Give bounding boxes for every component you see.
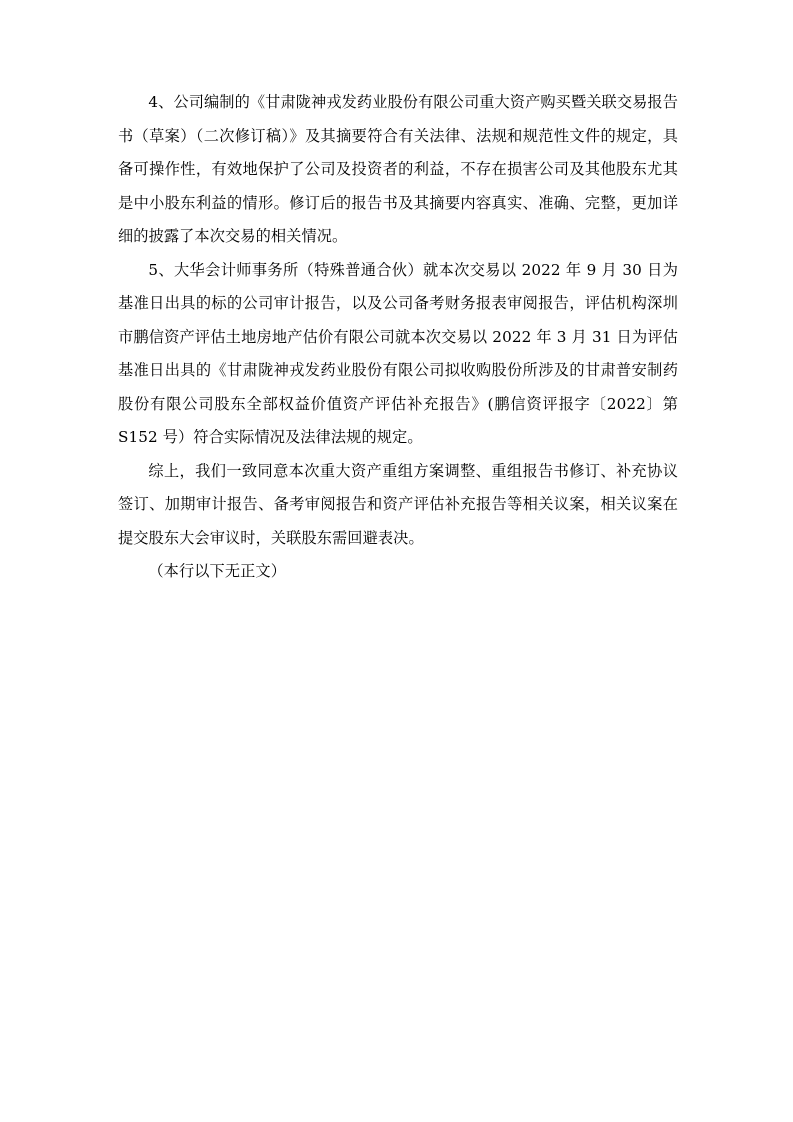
paragraph-item-5: 5、大华会计师事务所（特殊普通合伙）就本次交易以 2022 年 9 月 30 日为基准日出具的标的公司审计报告，以及公司备考财务报表审阅报告，评估机构深圳市鹏信资产评估土地房地产估价有限公司就本次交易以 2022 年 3 月 31 日为评估基准日出具的《甘肃陇神戎发药业股份有限公司拟收购股份所涉及的甘肃普安制药股份有限公司股东全部权益价值资产评估补充报告》(鹏信资评报字〔2022〕第 S152 号）符合实际情况及法律法规的规定。 bbox=[118, 260, 678, 446]
document-body bbox=[118, 86, 678, 589]
paragraph-item-4: 4、公司编制的《甘肃陇神戎发药业股份有限公司重大资产购买暨关联交易报告书（草案）（二次修订稿）》及其摘要符合有关法律、法规和规范性文件的规定，具备可操作性，有效地保护了公司及投资者的利益，不存在损害公司及其他股东尤其是中小股东利益的情形。修订后的报告书及其摘要内容真实、准确、完整，更加详细的披露了本次交易的相关情况。 bbox=[118, 93, 678, 245]
paragraph-summary: 综上，我们一致同意本次重大资产重组方案调整、重组报告书修订、补充协议签订、加期审计报告、备考审阅报告和资产评估补充报告等相关议案，相关议案在提交股东大会审议时，关联股东需回避表决。 bbox=[118, 461, 678, 547]
paragraph-no-text-below: （本行以下无正文） bbox=[148, 562, 286, 580]
